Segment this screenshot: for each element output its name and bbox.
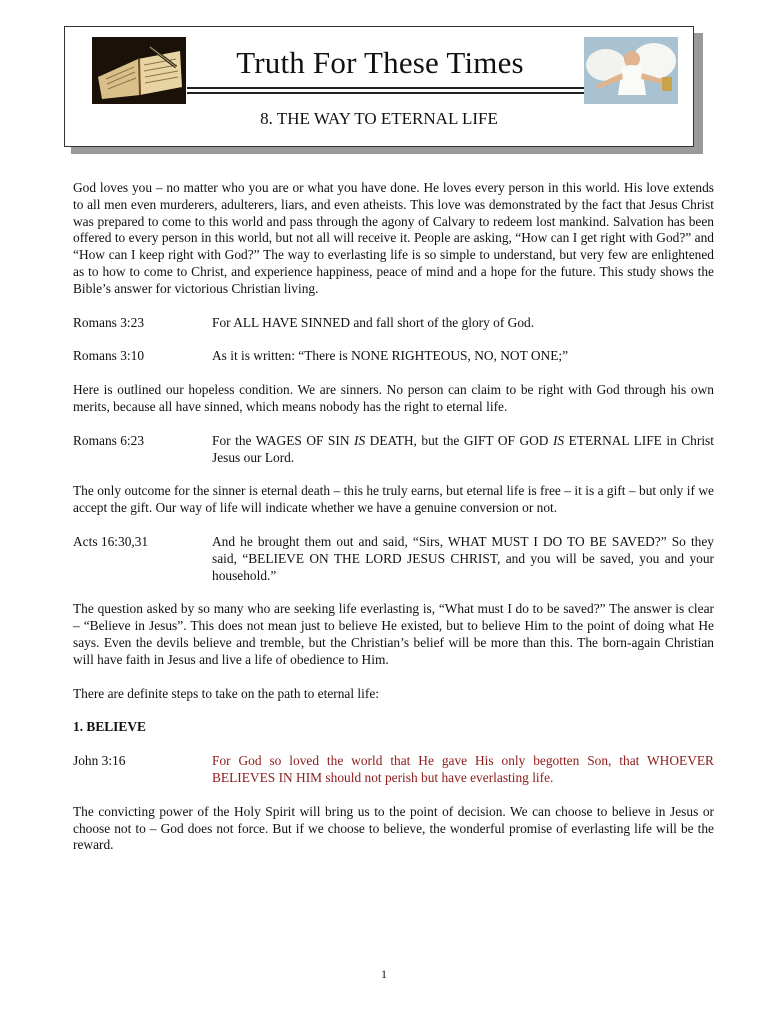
verse-text: For ALL HAVE SINNED and fall short of the glory of God.	[212, 314, 535, 330]
steps-paragraph: There are definite steps to take on the path to eternal life:	[73, 685, 379, 701]
verse-text-part: DEATH, but the GIFT OF GOD	[365, 432, 553, 448]
verse-reference: Romans 3:10	[73, 348, 145, 364]
verse-text	[212, 433, 714, 467]
study-content	[73, 180, 714, 871]
verse-john-3-16	[73, 753, 714, 787]
document-title: Truth For These Times	[236, 45, 524, 80]
verse-romans-6-23	[73, 433, 714, 467]
verse-acts-16-30	[73, 534, 714, 584]
verse-romans-3-10	[73, 348, 714, 365]
verse-reference: Romans 3:23	[73, 314, 145, 330]
open-bible-image	[92, 37, 186, 104]
page-number: 1	[381, 967, 387, 981]
verse-reference: Romans 6:23	[73, 432, 145, 448]
title-rule-bottom	[187, 92, 584, 94]
verse-romans-3-23	[73, 315, 714, 332]
verse-reference: John 3:16	[73, 753, 126, 769]
question-paragraph: The question asked by so many who are seeking life everlasting is, “What must I do to be saved?” The answer is clear – “Believe in Jesus”. This does not mean just to believe He existed, but to believe Him to the point of doing what He says. Even the devils believe and tremble, but the Christian’s belief will be more than this. The born-again Christian will have faith in Jesus and live a life of obedience to Him.	[73, 601, 714, 667]
verse-text-part: ETERNAL LIFE in Christ Jesus our Lord.	[212, 432, 714, 465]
angel-image	[584, 37, 678, 104]
hopeless-condition-paragraph: Here is outlined our hopeless condition. We are sinners. No person can claim to be right with God through his own merits, because all have sinned, which means nobody has the right to eternal life.	[73, 382, 714, 414]
title-rule-top	[187, 87, 584, 89]
verse-emphasis: IS	[552, 432, 565, 448]
outcome-paragraph: The only outcome for the sinner is eternal death – this he truly earns, but eternal life is free – it is a gift – but only if we accept the gift. Our way of life will indicate whether we have a genuine conversion or not.	[73, 483, 714, 516]
verse-text: As it is written: “There is NONE RIGHTEOUS, NO, NOT ONE;”	[212, 348, 569, 364]
header-box	[64, 26, 694, 147]
verse-text-part: For the WAGES OF SIN	[212, 432, 354, 448]
verse-text: For God so loved the world that He gave His only begotten Son, that WHOEVER BELIEVES IN HIM should not perish but have everlasting life.	[212, 753, 714, 785]
intro-paragraph: God loves you – no matter who you are or what you have done. He loves every person in this world. His love extends to all men even murderers, adulterers, liars, and even atheists. This love was demonstrated by the fact that Jesus Christ was prepared to come to this world and pass through the agony of Calvary to redeem lost mankind. Salvation has been offered to every person in this world, but not all will receive it. People are asking, “How can I get right with God?” and “How can I keep right with God?” The way to everlasting life is so simple to understand, but very few are enlightened as to how to come to Christ, and experience happiness, peace of mind and a hope for the future. This study shows the Bible’s answer for victorious Christian living.	[73, 180, 714, 296]
believe-heading: 1. BELIEVE	[73, 719, 146, 735]
convicting-paragraph: The convicting power of the Holy Spirit will bring us to the point of decision. We can choose to believe in Jesus or choose not to – God does not force. But if we choose to believe, the wonderful promise of everlasting life will be the reward.	[73, 803, 714, 853]
document-subtitle: 8. THE WAY TO ETERNAL LIFE	[260, 109, 498, 128]
verse-emphasis: IS	[354, 432, 366, 448]
verse-text: And he brought them out and said, “Sirs, WHAT MUST I DO TO BE SAVED?” So they said, “BELIEVE ON THE LORD JESUS CHRIST, and you will be saved, you and your household.”	[212, 533, 714, 583]
verse-reference: Acts 16:30,31	[73, 533, 149, 549]
